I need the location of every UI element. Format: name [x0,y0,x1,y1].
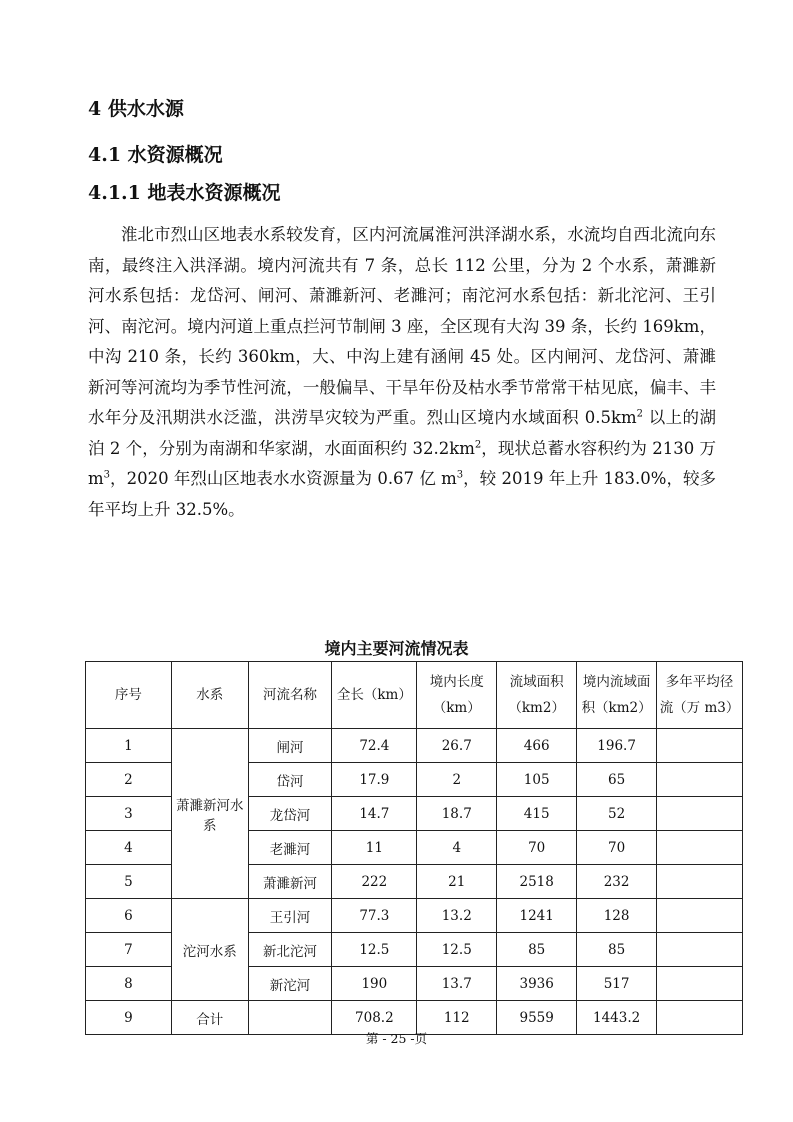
body-paragraph [88,220,716,525]
chapter-heading: 4 供水水源 [88,98,184,120]
cell-no: 5 [86,865,172,899]
cell-system: 沱河水系 [171,899,248,1001]
cell-inner-length: 4 [417,831,497,865]
cell-river-name: 萧濉新河 [248,865,332,899]
cell-river-name: 老濉河 [248,831,332,865]
section-heading: 4.1 水资源概况 [88,144,223,166]
cell-basin: 1241 [497,899,577,933]
header-cell: 序号 [86,662,172,729]
cell-river-name: 岱河 [248,763,332,797]
paragraph-text: 淮北市烈山区地表水系较发育，区内河流属淮河洪泽湖水系，水流均自西北流向东南，最终注入洪泽湖。境内河流共有 7 条，总长 112 公里，分为 2 个水系，萧濉新河水系包括：龙岱河、闸河、萧濉新河、老濉河；南沱河水系包括：新北沱河、王引河、南沱河。境内河道上重点拦河节制闸 3 座，全区现有大沟 39 条，长约 169km，中沟 210 条，长约 360km，大、中沟上建有涵闸 45 处。区内闸河、龙岱河、萧濉新河等河流均为季节性河流，一般偏旱、干旱年份及枯水季节常常干枯见底，偏丰、丰水年分及汛期洪水泛滥，洪涝旱灾较为严重。烈山区境内水域面积 0.5km [88,225,716,427]
cell-river-name: 闸河 [248,729,332,763]
cell-length: 708.2 [332,1001,417,1035]
header-cell: 全长（km） [332,662,417,729]
cell-river-name: 新沱河 [248,967,332,1001]
header-cell: 境内长度（km） [417,662,497,729]
cell-runoff [657,865,743,899]
cell-system: 萧濉新河水系 [171,729,248,899]
superscript: 3 [456,469,464,481]
cell-length: 14.7 [332,797,417,831]
table-row [86,729,743,763]
rivers-table [85,661,743,1035]
cell-inner-basin: 196.7 [577,729,657,763]
cell-runoff [657,933,743,967]
cell-length: 17.9 [332,763,417,797]
cell-runoff [657,763,743,797]
cell-river-name: 王引河 [248,899,332,933]
cell-inner-length: 2 [417,763,497,797]
cell-length: 11 [332,831,417,865]
cell-inner-basin: 85 [577,933,657,967]
cell-length: 222 [332,865,417,899]
cell-inner-length: 18.7 [417,797,497,831]
cell-runoff [657,899,743,933]
page-number: 第 - 25 -页 [365,1031,428,1046]
subsection-heading: 4.1.1 地表水资源概况 [88,182,281,204]
cell-inner-length: 13.2 [417,899,497,933]
cell-inner-length: 13.7 [417,967,497,1001]
cell-river-name: 龙岱河 [248,797,332,831]
cell-no: 7 [86,933,172,967]
cell-basin: 3936 [497,967,577,1001]
cell-total-label: 合计 [171,1001,248,1035]
cell-basin: 85 [497,933,577,967]
superscript: 2 [474,439,482,450]
cell-no: 1 [86,729,172,763]
cell-runoff [657,967,743,1001]
cell-basin: 70 [497,831,577,865]
cell-length: 72.4 [332,729,417,763]
table-row [86,899,743,933]
header-cell: 多年平均径流（万 m3） [657,662,743,729]
cell-inner-basin: 517 [577,967,657,1001]
cell-inner-basin: 232 [577,865,657,899]
cell-no: 9 [86,1001,172,1035]
cell-inner-basin: 128 [577,899,657,933]
cell-inner-length: 26.7 [417,729,497,763]
superscript: 2 [636,408,644,420]
header-cell: 水系 [171,662,248,729]
cell-river-name: 新北沱河 [248,933,332,967]
cell-no: 2 [86,763,172,797]
cell-inner-length: 21 [417,865,497,899]
paragraph-text: 以上的湖泊 2 个，分别为南湖和华家湖，水面面积约 32.2km [88,408,716,458]
cell-no: 3 [86,797,172,831]
cell-runoff [657,729,743,763]
cell-no: 6 [86,899,172,933]
cell-no: 8 [86,967,172,1001]
paragraph-text: ，较 2019 年上升 183.0%，较多年平均上升 32.5%。 [88,469,717,519]
cell-inner-basin: 65 [577,763,657,797]
cell-basin: 466 [497,729,577,763]
superscript: 3 [103,469,111,481]
table-title: 境内主要河流情况表 [324,639,469,658]
header-cell: 河流名称 [248,662,332,729]
paragraph-text: ，现状总蓄水容积约为 2130 万 m [88,438,717,488]
cell-inner-basin: 52 [577,797,657,831]
cell-inner-basin: 1443.2 [577,1001,657,1035]
cell-no: 4 [86,831,172,865]
cell-runoff [657,797,743,831]
cell-length: 190 [332,967,417,1001]
paragraph-text: ，2020 年烈山区地表水水资源量为 0.67 亿 m [110,469,457,488]
cell-basin: 9559 [497,1001,577,1035]
cell-basin: 2518 [497,865,577,899]
table-header-row [86,662,743,729]
header-cell: 境内流域面积（km2） [577,662,657,729]
cell-inner-basin: 70 [577,831,657,865]
cell-basin: 105 [497,763,577,797]
header-cell: 流域面积（km2） [497,662,577,729]
cell-length: 77.3 [332,899,417,933]
cell-runoff [657,831,743,865]
cell-basin: 415 [497,797,577,831]
cell-inner-length: 112 [417,1001,497,1035]
cell-inner-length: 12.5 [417,933,497,967]
cell-length: 12.5 [332,933,417,967]
